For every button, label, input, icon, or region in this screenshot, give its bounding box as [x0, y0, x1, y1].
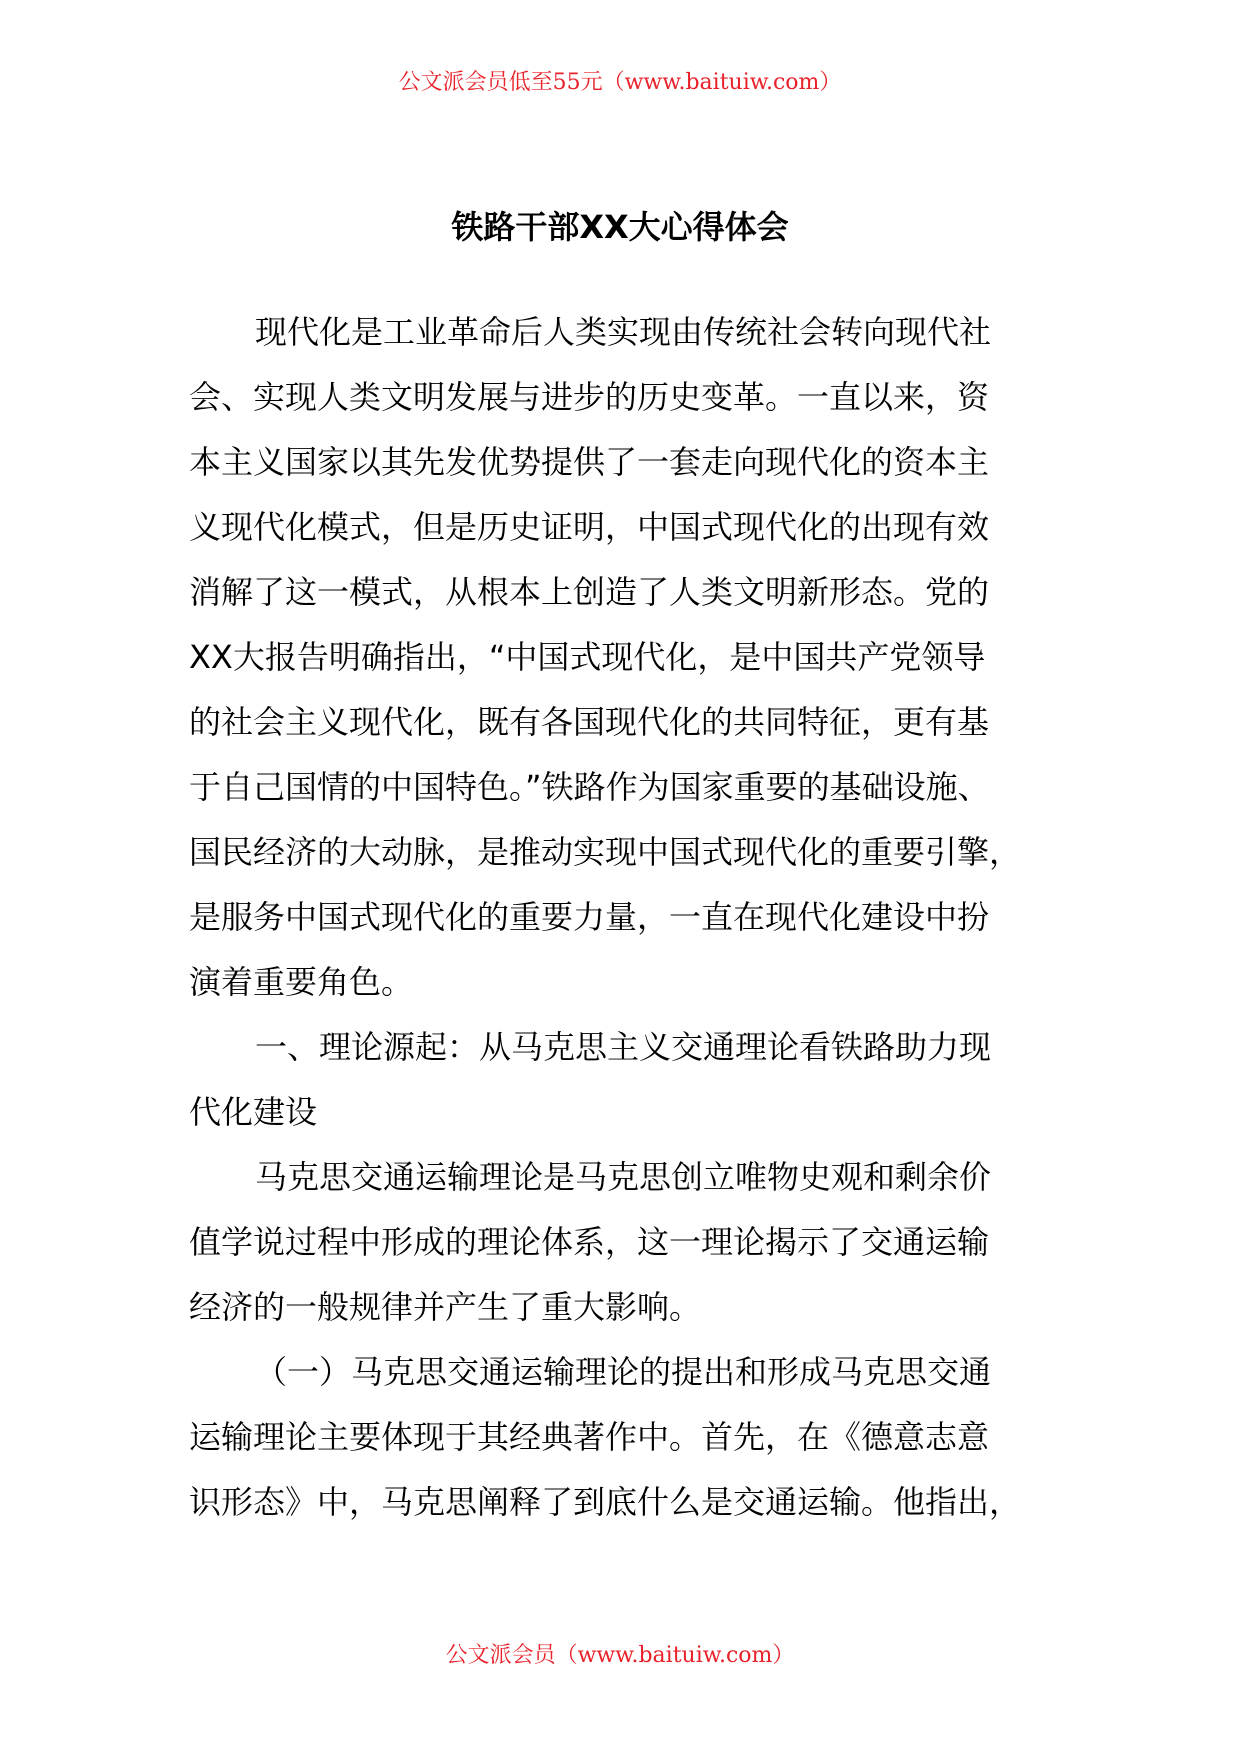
paragraph-line: 本主义国家以其先发优势提供了一套走向现代化的资本主 [189, 443, 990, 481]
document-body [189, 300, 1069, 1535]
paragraph-line: XX大报告明确指出，“中国式现代化，是中国共产党领导 [189, 638, 986, 676]
paragraph-line: 值学说过程中形成的理论体系，这一理论揭示了交通运输 [189, 1223, 990, 1261]
paragraph-line: 马克思交通运输理论是马克思创立唯物史观和剩余价 [255, 1158, 992, 1196]
paragraph-line: 识形态》中，马克思阐释了到底什么是交通运输。他指出， [189, 1483, 1022, 1521]
paragraph-line: 运输理论主要体现于其经典著作中。首先，在《德意志意 [189, 1418, 990, 1456]
paragraph-line: 义现代化模式，但是历史证明，中国式现代化的出现有效 [189, 508, 990, 546]
paragraph-line: 会、实现人类文明发展与进步的历史变革。一直以来，资 [189, 378, 990, 416]
paragraph-line: 经济的一般规律并产生了重大影响。 [189, 1288, 702, 1326]
section-heading-line: 一、理论源起：从马克思主义交通理论看铁路助力现 [255, 1028, 992, 1066]
paragraph-line: 现代化是工业革命后人类实现由传统社会转向现代社 [255, 313, 992, 351]
paragraph-line: 消解了这一模式，从根本上创造了人类文明新形态。党的 [189, 573, 990, 611]
paragraph-line: 演着重要角色。 [189, 963, 414, 1001]
footer-watermark: 公文派会员（www.baituiw.com） [445, 1643, 795, 1668]
section-heading-line: 代化建设 [189, 1093, 318, 1131]
paragraph-line: 的社会主义现代化，既有各国现代化的共同特征，更有基 [189, 703, 990, 741]
paragraph-line: 于自己国情的中国特色。”铁路作为国家重要的基础设施、 [189, 768, 990, 806]
header-watermark: 公文派会员低至55元（www.baituiw.com） [398, 70, 842, 95]
document-title: 铁路干部XX大心得体会 [451, 208, 789, 246]
paragraph-line: 国民经济的大动脉，是推动实现中国式现代化的重要引擎， [189, 833, 1022, 871]
paragraph-line: 是服务中国式现代化的重要力量，一直在现代化建设中扮 [189, 898, 990, 936]
paragraph-line: （一）马克思交通运输理论的提出和形成马克思交通 [255, 1353, 992, 1391]
